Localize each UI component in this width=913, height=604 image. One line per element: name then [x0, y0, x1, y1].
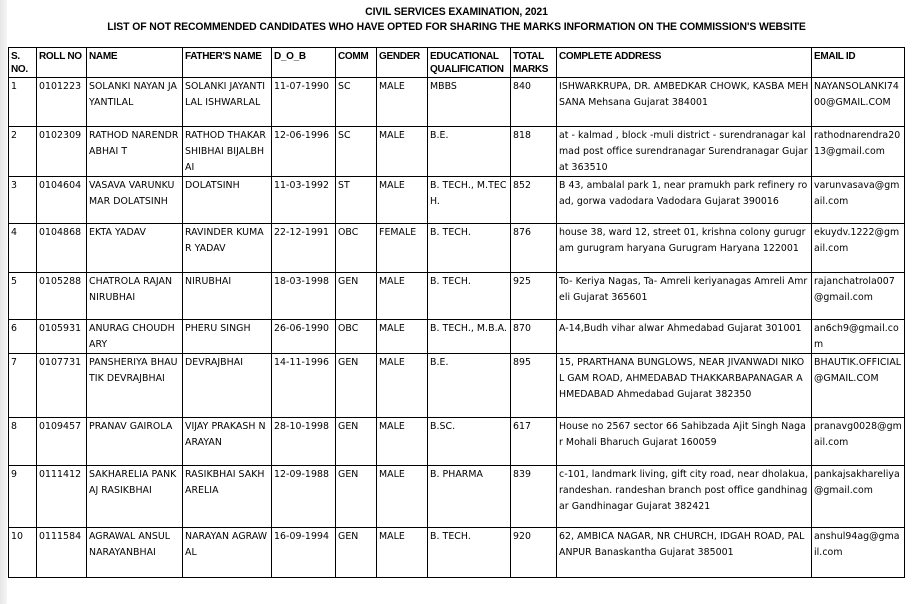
cell-total-marks: 852: [511, 177, 557, 224]
header-total-marks: [511, 48, 557, 78]
cell-roll-no: 0111584: [37, 528, 87, 578]
cell-comm: ST: [336, 177, 377, 224]
cell-roll-no: 0104604: [37, 177, 87, 224]
cell-fathers-name: RASIKBHAI SAKHARELIA: [183, 466, 272, 528]
cell-sno: 6: [9, 320, 37, 354]
cell-gender: MALE: [377, 273, 428, 320]
header-education-line1: EDUCATIONAL: [430, 51, 499, 62]
cell-education: B. TECH., M.B.A.: [428, 320, 511, 354]
cell-education: B.SC.: [428, 418, 511, 466]
cell-sno: 2: [9, 127, 37, 177]
cell-sno: 5: [9, 273, 37, 320]
header-marks-line2: MARKS: [513, 64, 549, 75]
header-name: NAME: [87, 48, 183, 78]
cell-gender: MALE: [377, 418, 428, 466]
cell-gender: MALE: [377, 466, 428, 528]
cell-address: c-101, landmark living, gift city road, near dholakua, randeshan. randeshan branch post office gandhinagar Gandhinagar Gujarat 382421: [557, 466, 812, 528]
cell-total-marks: 617: [511, 418, 557, 466]
cell-total-marks: 818: [511, 127, 557, 177]
cell-dob: 12-06-1996: [272, 127, 336, 177]
table-row: [9, 273, 905, 320]
cell-gender: FEMALE: [377, 224, 428, 273]
cell-email: an6ch9@gmail.com: [812, 320, 905, 354]
cell-gender: MALE: [377, 177, 428, 224]
cell-email: pankajsakhareliya@gmail.com: [812, 466, 905, 528]
cell-sno: 9: [9, 466, 37, 528]
cell-name: CHATROLA RAJAN NIRUBHAI: [87, 273, 183, 320]
header-roll-no: ROLL NO: [37, 48, 87, 78]
cell-fathers-name: NIRUBHAI: [183, 273, 272, 320]
cell-name: ANURAG CHOUDHARY: [87, 320, 183, 354]
document-title: CIVIL SERVICES EXAMINATION, 2021: [365, 6, 548, 18]
cell-name: VASAVA VARUNKUMAR DOLATSINH: [87, 177, 183, 224]
cell-address: A-14,Budh vihar alwar Ahmedabad Gujarat 301001: [557, 320, 812, 354]
cell-comm: GEN: [336, 528, 377, 578]
cell-name: RATHOD NARENDRABHAI T: [87, 127, 183, 177]
table-header-row: [9, 48, 905, 78]
header-address: COMPLETE ADDRESS: [557, 48, 812, 78]
page-edge-shadow: [0, 0, 7, 604]
table-row: [9, 78, 905, 127]
header-comm: COMM: [336, 48, 377, 78]
header-marks-line1: TOTAL: [513, 51, 544, 62]
cell-comm: GEN: [336, 466, 377, 528]
header-education-line2: QUALIFICATION: [430, 64, 504, 75]
cell-education: B.E.: [428, 127, 511, 177]
cell-sno: 1: [9, 78, 37, 127]
header-dob: D_O_B: [272, 48, 336, 78]
cell-name: PANSHERIYA BHAUTIK DEVRAJBHAI: [87, 354, 183, 418]
cell-fathers-name: RAVINDER KUMAR YADAV: [183, 224, 272, 273]
table-row: [9, 354, 905, 418]
cell-sno: 7: [9, 354, 37, 418]
header-sno: [9, 48, 37, 78]
cell-name: EKTA YADAV: [87, 224, 183, 273]
table-row: [9, 418, 905, 466]
cell-dob: 16-09-1994: [272, 528, 336, 578]
candidates-table: [8, 47, 905, 578]
cell-gender: MALE: [377, 320, 428, 354]
cell-total-marks: 920: [511, 528, 557, 578]
cell-education: B. TECH.: [428, 224, 511, 273]
cell-dob: 18-03-1998: [272, 273, 336, 320]
cell-address: House no 2567 sector 66 Sahibzada Ajit Singh Nagar Mohali Bharuch Gujarat 160059: [557, 418, 812, 466]
cell-education: B.E.: [428, 354, 511, 418]
cell-comm: GEN: [336, 273, 377, 320]
cell-comm: OBC: [336, 320, 377, 354]
table-row: [9, 320, 905, 354]
cell-email: varunvasava@gmail.com: [812, 177, 905, 224]
cell-total-marks: 840: [511, 78, 557, 127]
cell-email: ekuydv.1222@gmail.com: [812, 224, 905, 273]
table-row: [9, 224, 905, 273]
header-fathers-name: FATHER'S NAME: [183, 48, 272, 78]
cell-sno: 10: [9, 528, 37, 578]
header-sno-line1: S.: [11, 51, 20, 62]
cell-address: at - kalmad , block -muli district - surendranagar kalmad post office surendranagar Surendranagar Gujarat 363510: [557, 127, 812, 177]
cell-name: AGRAWAL ANSUL NARAYANBHAI: [87, 528, 183, 578]
cell-name: PRANAV GAIROLA: [87, 418, 183, 466]
cell-total-marks: 876: [511, 224, 557, 273]
cell-comm: OBC: [336, 224, 377, 273]
cell-gender: MALE: [377, 127, 428, 177]
header-sno-line2: NO.: [11, 64, 28, 75]
cell-sno: 3: [9, 177, 37, 224]
cell-dob: 11-03-1992: [272, 177, 336, 224]
cell-dob: 11-07-1990: [272, 78, 336, 127]
header-gender: GENDER: [377, 48, 428, 78]
cell-roll-no: 0102309: [37, 127, 87, 177]
cell-dob: 12-09-1988: [272, 466, 336, 528]
header-education: [428, 48, 511, 78]
cell-roll-no: 0105931: [37, 320, 87, 354]
cell-address: 15, PRARTHANA BUNGLOWS, NEAR JIVANWADI NIKOL GAM ROAD, AHMEDABAD THAKKARBAPANAGAR AHMEDABAD Ahmedabad Gujarat 382350: [557, 354, 812, 418]
cell-comm: GEN: [336, 354, 377, 418]
cell-email: rajanchatrola007@gmail.com: [812, 273, 905, 320]
cell-fathers-name: VIJAY PRAKASH NARAYAN: [183, 418, 272, 466]
cell-gender: MALE: [377, 354, 428, 418]
cell-roll-no: 0105288: [37, 273, 87, 320]
cell-address: ISHWARKRUPA, DR. AMBEDKAR CHOWK, KASBA MEHSANA Mehsana Gujarat 384001: [557, 78, 812, 127]
cell-fathers-name: NARAYAN AGRAWAL: [183, 528, 272, 578]
cell-email: anshul94ag@gmail.com: [812, 528, 905, 578]
cell-education: B. PHARMA: [428, 466, 511, 528]
cell-fathers-name: DOLATSINH: [183, 177, 272, 224]
table-row: [9, 528, 905, 578]
cell-gender: MALE: [377, 528, 428, 578]
cell-name: SAKHARELIA PANKAJ RASIKBHAI: [87, 466, 183, 528]
cell-education: B. TECH.: [428, 528, 511, 578]
cell-sno: 8: [9, 418, 37, 466]
cell-comm: GEN: [336, 418, 377, 466]
cell-roll-no: 0104868: [37, 224, 87, 273]
cell-email: rathodnarendra2013@gmail.com: [812, 127, 905, 177]
cell-address: 62, AMBICA NAGAR, NR CHURCH, IDGAH ROAD, PALANPUR Banaskantha Gujarat 385001: [557, 528, 812, 578]
cell-fathers-name: PHERU SINGH: [183, 320, 272, 354]
table-row: [9, 127, 905, 177]
cell-gender: MALE: [377, 78, 428, 127]
cell-address: To- Keriya Nagas, Ta- Amreli keriyanagas Amreli Amreli Gujarat 365601: [557, 273, 812, 320]
cell-dob: 14-11-1996: [272, 354, 336, 418]
header-email: EMAIL ID: [812, 48, 905, 78]
cell-dob: 28-10-1998: [272, 418, 336, 466]
cell-total-marks: 870: [511, 320, 557, 354]
cell-total-marks: 839: [511, 466, 557, 528]
table-row: [9, 466, 905, 528]
cell-name: SOLANKI NAYAN JAYANTILAL: [87, 78, 183, 127]
cell-email: NAYANSOLANKI7400@GMAIL.COM: [812, 78, 905, 127]
cell-education: B. TECH.: [428, 273, 511, 320]
cell-total-marks: 895: [511, 354, 557, 418]
document-subtitle: LIST OF NOT RECOMMENDED CANDIDATES WHO HAVE OPTED FOR SHARING THE MARKS INFORMATION ON THE COMMISSION'S WEBSITE: [107, 21, 806, 33]
cell-fathers-name: DEVRAJBHAI: [183, 354, 272, 418]
cell-email: pranavg0028@gmail.com: [812, 418, 905, 466]
cell-fathers-name: SOLANKI JAYANTILAL ISHWARLAL: [183, 78, 272, 127]
cell-address: house 38, ward 12, street 01, krishna colony gurugram gurugram haryana Gurugram Haryana 122001: [557, 224, 812, 273]
cell-roll-no: 0111412: [37, 466, 87, 528]
cell-fathers-name: RATHOD THAKARSHIBHAI BIJALBHAI: [183, 127, 272, 177]
cell-total-marks: 925: [511, 273, 557, 320]
cell-comm: SC: [336, 78, 377, 127]
table-row: [9, 177, 905, 224]
cell-roll-no: 0101223: [37, 78, 87, 127]
cell-education: B. TECH., M.TECH.: [428, 177, 511, 224]
cell-education: MBBS: [428, 78, 511, 127]
cell-dob: 26-06-1990: [272, 320, 336, 354]
cell-email: BHAUTIK.OFFICIAL@GMAIL.COM: [812, 354, 905, 418]
cell-roll-no: 0109457: [37, 418, 87, 466]
cell-sno: 4: [9, 224, 37, 273]
cell-dob: 22-12-1991: [272, 224, 336, 273]
cell-comm: SC: [336, 127, 377, 177]
cell-roll-no: 0107731: [37, 354, 87, 418]
cell-address: B 43, ambalal park 1, near pramukh park refinery road, gorwa vadodara Vadodara Gujarat 390016: [557, 177, 812, 224]
